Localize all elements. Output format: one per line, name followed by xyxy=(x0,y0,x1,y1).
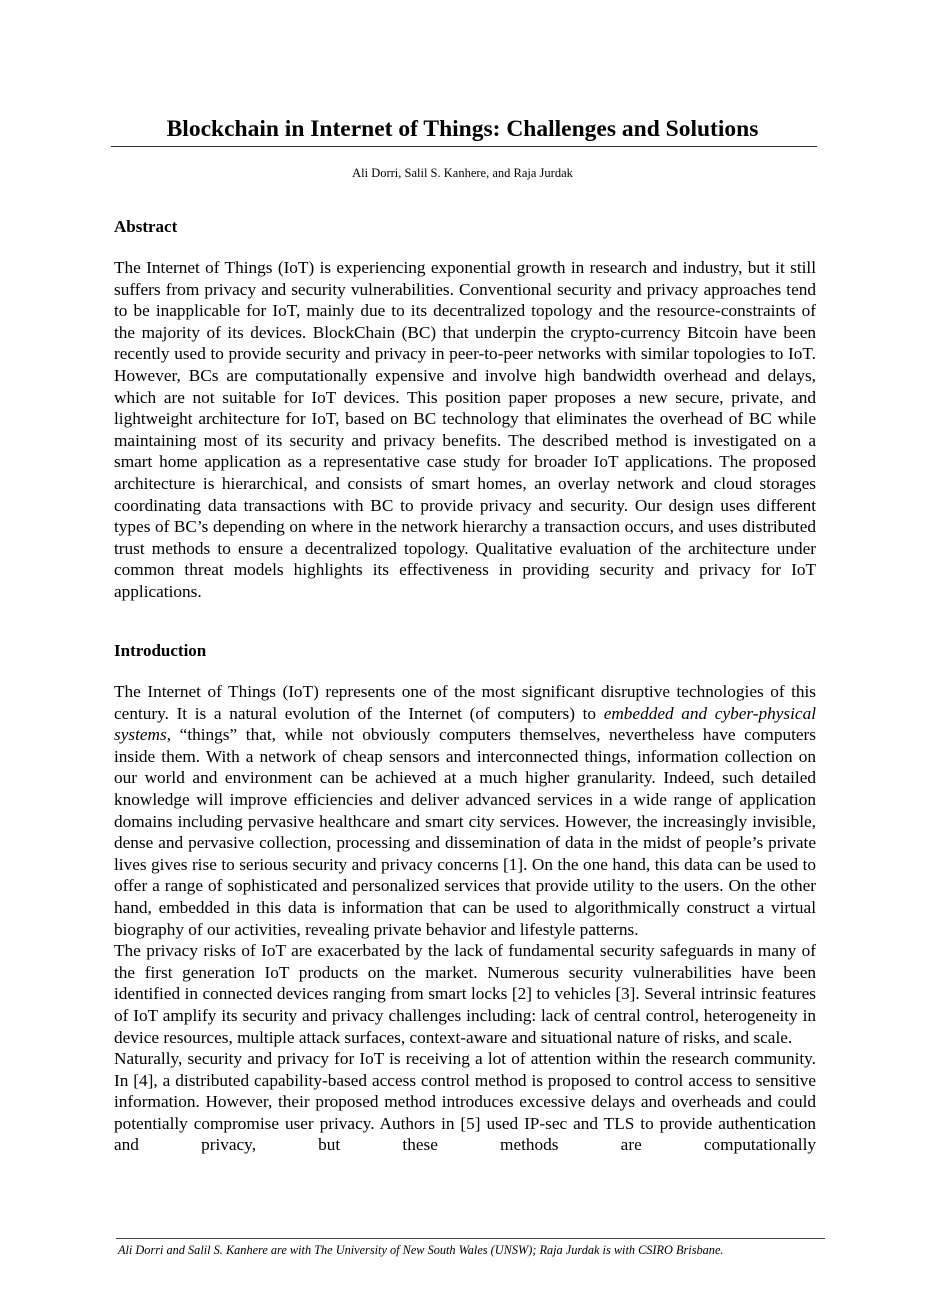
intro-paragraph-3: Naturally, security and privacy for IoT is receiving a lot of attention within the research community. In [4], a distributed capability-based access control method is proposed to control access to sensitive information. However, their proposed method introduces excessive delays and overheads and could potentially compromise user privacy. Authors in [5] used IP-sec and TLS to provide authentication and privacy, but these methods are computationally xyxy=(114,1049,816,1155)
intro-p1-italic: embedded and cyber-physical systems xyxy=(114,703,816,745)
intro-p1-start: The Internet of Things (IoT) represents one of the most significant disruptive technologies of this century. It is a natural evolution of the Internet (of computers) to xyxy=(114,682,816,723)
abstract-body xyxy=(114,257,816,603)
intro-paragraph-2: The privacy risks of IoT are exacerbated by the lack of fundamental security safeguards in many of the first generation IoT products on the market. Numerous security vulnerabilities have been identified in connected devices ranging from smart locks [2] to vehicles [3]. Several intrinsic features of IoT amplify its security and privacy challenges including: lack of central control, heterogeneity in device resources, multiple attack surfaces, context-aware and situational nature of risks, and scale. xyxy=(114,941,816,1047)
paper-title: Blockchain in Internet of Things: Challenges and Solutions xyxy=(166,116,759,142)
introduction-heading: Introduction xyxy=(114,641,207,660)
footnote-divider xyxy=(116,1238,825,1239)
title-divider xyxy=(111,146,817,147)
footnote: Ali Dorri and Salil S. Kanhere are with The University of New South Wales (UNSW); Raja Jurdak is with CSIRO Brisbane. xyxy=(118,1243,724,1257)
abstract-paragraph: The Internet of Things (IoT) is experiencing exponential growth in research and industry, but it still suffers from privacy and security vulnerabilities. Conventional security and privacy approaches tend to be inapplicable for IoT, mainly due to its decentralized topology and the resource-constraints of the majority of its devices. BlockChain (BC) that underpin the crypto-currency Bitcoin have been recently used to provide security and privacy in peer-to-peer networks with similar topologies to IoT. However, BCs are computationally expensive and involve high bandwidth overhead and delays, which are not suitable for IoT devices. This position paper proposes a new secure, private, and lightweight architecture for IoT, based on BC technology that eliminates the overhead of BC while maintaining most of its security and privacy benefits. The described method is investigated on a smart home application as a representative case study for broader IoT applications. The proposed architecture is hierarchical, and consists of smart homes, an overlay network and cloud storages coordinating data transactions with BC to provide privacy and security. Our design uses different types of BC’s depending on where in the network hierarchy a transaction occurs, and uses distributed trust methods to ensure a decentralized topology. Qualitative evaluation of the architecture under common threat models highlights its effectiveness in providing security and privacy for IoT applications. xyxy=(114,258,816,601)
introduction-body xyxy=(114,681,816,1156)
intro-paragraph-1 xyxy=(114,681,816,940)
authors: Ali Dorri, Salil S. Kanhere, and Raja Jurdak xyxy=(352,166,573,180)
intro-p1-rest: , “things” that, while not obviously computers themselves, nevertheless have computers inside them. With a network of cheap sensors and interconnected things, information collection on our world and environment can be achieved at a much higher granularity. Indeed, such detailed knowledge will improve efficiencies and deliver advanced services in a wide range of application domains including pervasive healthcare and smart city services. However, the increasingly invisible, dense and pervasive collection, processing and dissemination of data in the midst of people’s private lives gives rise to serious security and privacy concerns [1]. On the one hand, this data can be used to offer a range of sophisticated and personalized services that provide utility to the users. On the other hand, embedded in this data is information that can be used to algorithmically construct a virtual biography of our activities, revealing private behavior and lifestyle patterns. xyxy=(114,725,816,939)
abstract-heading: Abstract xyxy=(114,217,178,236)
